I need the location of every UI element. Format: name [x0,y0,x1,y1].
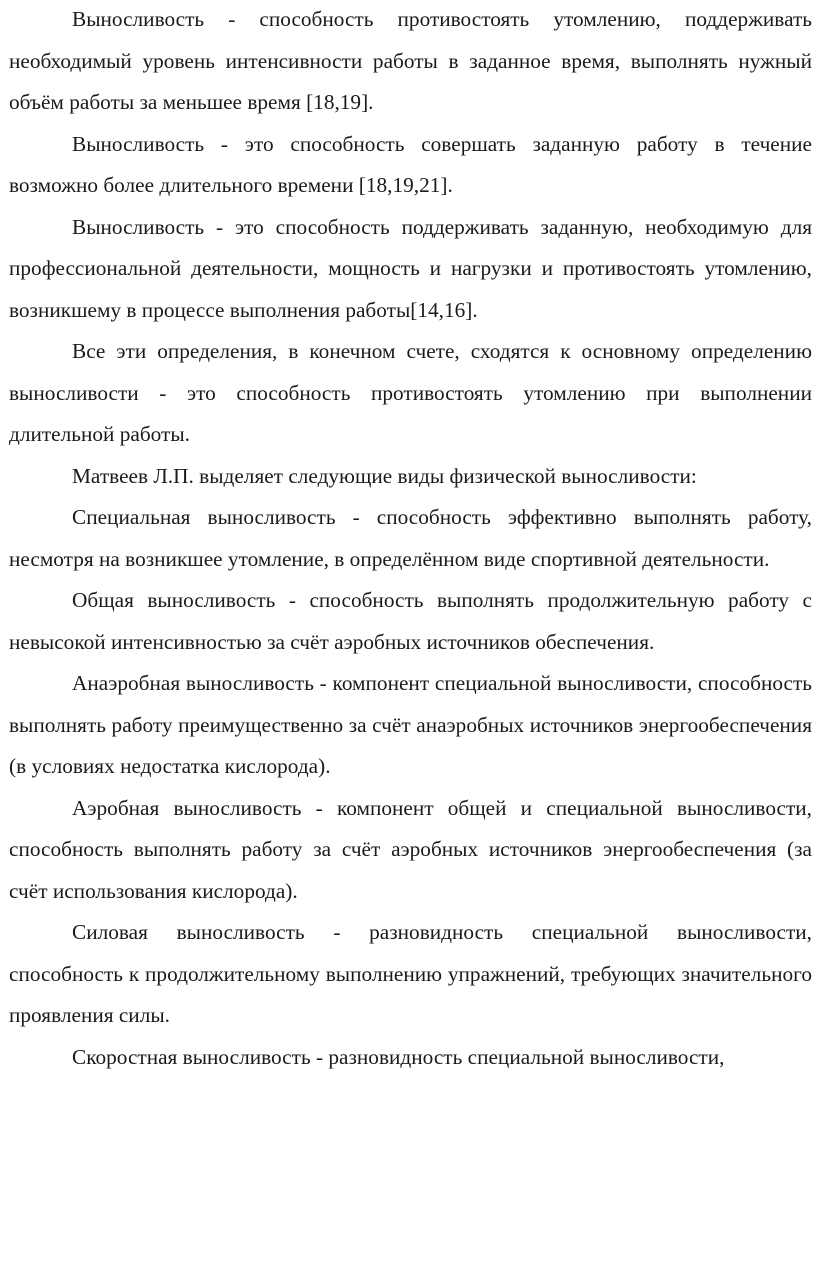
paragraph-aerobic-endurance: Аэробная выносливость - компонент общей и специальной выносливости, способность выполнять работу за счёт аэробных источников энергообеспечения (за счёт использования кислорода). [9,795,812,903]
paragraph-endurance-definition-3: Выносливость - это способность поддерживать заданную, необходимую для профессиональной деятельности, мощность и нагрузки и противостоять утомлению, возникшему в процессе выполнения работы[14,16]. [9,214,812,322]
document-page [9,0,812,1078]
paragraph-strength-endurance: Силовая выносливость - разновидность специальной выносливости, способность к продолжительному выполнению упражнений, требующих значительного проявления силы. [9,920,812,1027]
paragraph-anaerobic-endurance: Анаэробная выносливость - компонент специальной выносливости, способность выполнять работу преимущественно за счёт анаэробных источников энергообеспечения (в условиях недостатка кислорода). [9,671,812,778]
paragraph-definitions-summary: Все эти определения, в конечном счете, сходятся к основному определению выносливости - это способность противостоять утомлению при выполнении длительной работы. [9,339,812,446]
paragraph-speed-endurance: Скоростная выносливость - разновидность специальной выносливости, [72,1044,725,1069]
paragraph-matveev-types-intro: Матвеев Л.П. выделяет следующие виды физической выносливости: [72,463,697,488]
paragraph-general-endurance: Общая выносливость - способность выполнять продолжительную работу с невысокой интенсивностью за счёт аэробных источников обеспечения. [9,588,812,654]
paragraph-special-endurance: Специальная выносливость - способность эффективно выполнять работу, несмотря на возникшее утомление, в определённом виде спортивной деятельности. [9,505,812,571]
paragraph-endurance-definition-1: Выносливость - способность противостоять утомлению, поддерживать необходимый уровень интенсивности работы в заданное время, выполнять нужный объём работы за меньшее время [18,19]. [9,7,812,114]
paragraph-endurance-definition-2: Выносливость - это способность совершать заданную работу в течение возможно более длительного времени [18,19,21]. [9,131,812,197]
